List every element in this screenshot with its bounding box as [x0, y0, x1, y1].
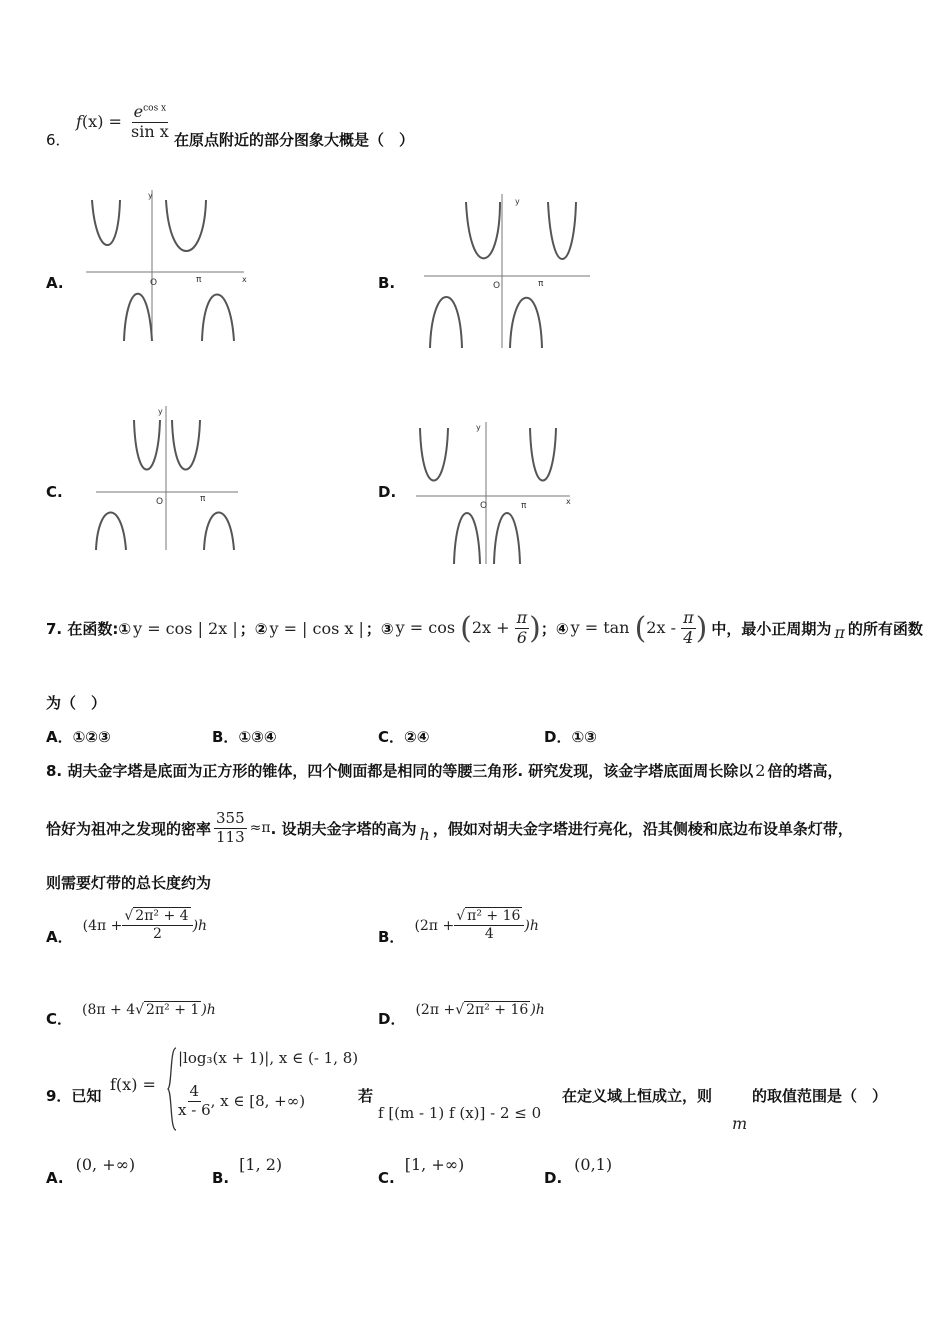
- q6-formula: f(x) = $\frac{e^{cos x}}{\text{sin x}}$: [76, 102, 169, 141]
- q8-line3: 则需要灯带的总长度约为: [46, 874, 212, 892]
- q9-option-b[interactable]: B. [1, 2): [212, 1155, 283, 1187]
- brace-icon: [166, 1046, 178, 1132]
- q7-option-d[interactable]: D．①③: [544, 728, 597, 746]
- origin-label: O: [480, 501, 488, 511]
- q7-option-c[interactable]: C．②④: [378, 728, 430, 746]
- q6-option-b-label[interactable]: B.: [378, 274, 396, 292]
- q6-option-d-label[interactable]: D.: [378, 483, 397, 501]
- q8-option-d[interactable]: D． (2π + √ 2π² + 16 )h: [378, 1001, 545, 1028]
- q8-line1: 8. 胡夫金字塔是底面为正方形的锥体，四个侧面都是相同的等腰三角形. 研究发现，该金字塔底面周长除以 2 倍的塔高，: [46, 761, 843, 780]
- y-axis-label: y: [158, 407, 163, 416]
- q7-f3: y = cos (2x + $\frac{\pi}{6}$ ): [395, 607, 541, 647]
- q6-graph-c: [92, 402, 242, 552]
- q7-line1: 7. 在函数:① y = cos | 2x | ；② y = | cos x | ；③ y = cos (2x + $\frac{\pi}{6}$ ) ；④ y = tan (2x - $\frac{\pi}{4}$ ) 中，最小正周期为 π 的所有函数: [46, 607, 923, 647]
- q9-lead: 9．已知: [46, 1087, 102, 1105]
- q9-m: m: [732, 1114, 748, 1133]
- q7-f2: y = | cos x |: [269, 618, 364, 638]
- pi-tick-label: π: [196, 275, 202, 285]
- q9-inequality: f [(m - 1) f (x)] - 2 ≤ 0: [378, 1104, 542, 1122]
- q8-line2: 恰好为祖冲之发现的密率 $\frac{355}{113}$ ≈π . 设胡夫金字塔的高为 h ，假如对胡夫金字塔进行亮化，沿其侧棱和底边布设单条灯带，: [46, 808, 853, 846]
- q7-f4: y = tan (2x - $\frac{\pi}{4}$ ): [570, 607, 708, 647]
- q9-option-c[interactable]: C. [1, +∞): [378, 1155, 465, 1187]
- q8-option-b[interactable]: B． (2π + $\frac{\text{√ π² + 16}}{4}$ )h: [378, 908, 539, 946]
- q7-option-a[interactable]: A．①②③: [46, 728, 111, 746]
- x-axis-label: x: [242, 275, 247, 284]
- q7-line2: 为（ ）: [46, 694, 107, 712]
- origin-label: O: [493, 281, 501, 291]
- q6-graph-d: [414, 420, 576, 566]
- q6-graph-a: [84, 186, 259, 346]
- q9-ruo: 若: [358, 1087, 374, 1105]
- q9-tail: 的取值范围是（ ）: [752, 1087, 888, 1105]
- q6-text: 在原点附近的部分图象大概是（ ）: [174, 131, 415, 149]
- x-axis-label: x: [566, 497, 571, 506]
- q8-option-a[interactable]: A． (4π + $\frac{\text{√ 2π² + 4}}{2}$ )h: [46, 908, 208, 946]
- y-axis-label: y: [515, 197, 520, 206]
- q9-option-a[interactable]: A. (0, +∞): [46, 1155, 136, 1187]
- q6-option-c-label[interactable]: C.: [46, 483, 63, 501]
- origin-label: O: [156, 497, 164, 507]
- pi-tick-label: π: [200, 494, 206, 504]
- q9-option-d[interactable]: D. (0,1): [544, 1155, 613, 1187]
- pi-tick-label: π: [538, 279, 544, 289]
- q7-f1: y = cos | 2x |: [133, 618, 238, 638]
- pi-tick-label: π: [521, 501, 527, 511]
- q6-graph-b: [422, 192, 594, 352]
- q6-option-a-label[interactable]: A.: [46, 274, 64, 292]
- q9-fx: f(x) =: [110, 1075, 156, 1094]
- q6-number: 6．: [46, 131, 71, 149]
- q7-option-b[interactable]: B．①③④: [212, 728, 277, 746]
- q9-case2: $\frac{4}{x - 6}$ , x ∈ [8, +∞): [178, 1082, 306, 1119]
- y-axis-label: y: [148, 191, 153, 200]
- origin-label: O: [150, 278, 158, 288]
- q9-mid: 在定义域上恒成立，则: [562, 1087, 713, 1105]
- q9-case1: |log₃(x + 1)|, x ∈ (- 1, 8): [178, 1049, 359, 1067]
- y-axis-label: y: [476, 423, 481, 432]
- q8-option-c[interactable]: C． (8π + 4 √ 2π² + 1 )h: [46, 1001, 216, 1028]
